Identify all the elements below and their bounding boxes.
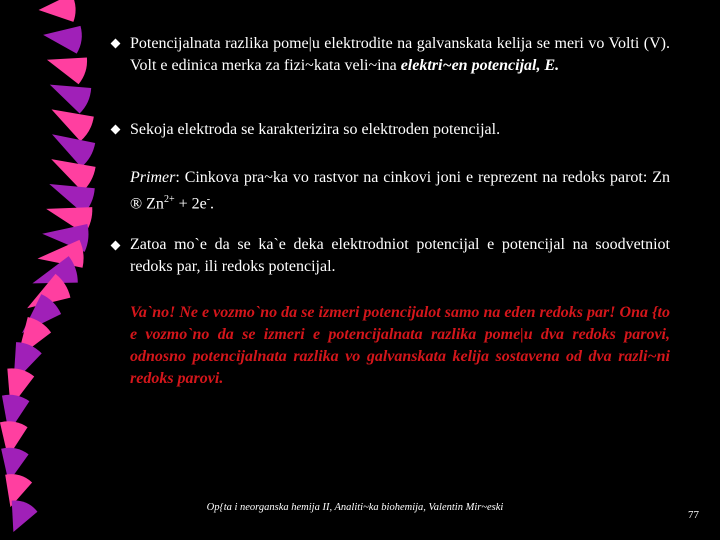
bullet-icon [111,241,121,251]
example-label: Primer [130,169,176,186]
border-wedge [44,72,94,115]
bullet-icon [111,125,121,135]
paragraph-redox-potential: Zatoa mo`e da se ka`e deka elektrodniot potencijal e potencijal na soodvetniot redoks par, ili redoks potencijal. [130,236,670,275]
page-number: 77 [688,509,699,521]
bullet-icon [111,39,121,49]
paragraph-electrode-potential: Sekoja elektroda se karakterizira so elektroden potencijal. [130,121,501,138]
border-wedge [1,497,39,537]
border-wedge [38,0,77,24]
important-note: Va`no! Ne e vozmo`no da se izmeri potencijalot samo na eden redoks par! Ona {to e vozmo`no da se izmeri e potencijalnata razlika pome|u dva redoks parovi, odnosno potencijalnata razlika vo galvanskata kelija sostavena od dva razli~ni redoks parovi. [130,304,670,387]
footer-credit: Op{ta i neorganska hemija II, Analiti~ka biohemija, Valentin Mir~eski [206,502,504,513]
arrow-icon: ® [130,195,143,213]
border-wedge [43,46,90,85]
emphasis-electric-potential: elektri~en potencijal, E. [400,57,560,74]
paragraph-example: Primer: Cinkova pra~ka vo rastvor na cinkovi joni e reprezent na redoks parot: Zn ® $Zn^{2+} + 2e^-$. [130,169,670,213]
decorative-spiral-border [0,0,110,540]
paragraph-potential-difference: Potencijalnata razlika pome|u elektrodite na galvanskata kelija se meri vo Volti (V). Volt e edinica merka za fizi~kata veli~ina elektri~en potencijal, E. [130,35,670,74]
border-wedge [41,21,83,54]
